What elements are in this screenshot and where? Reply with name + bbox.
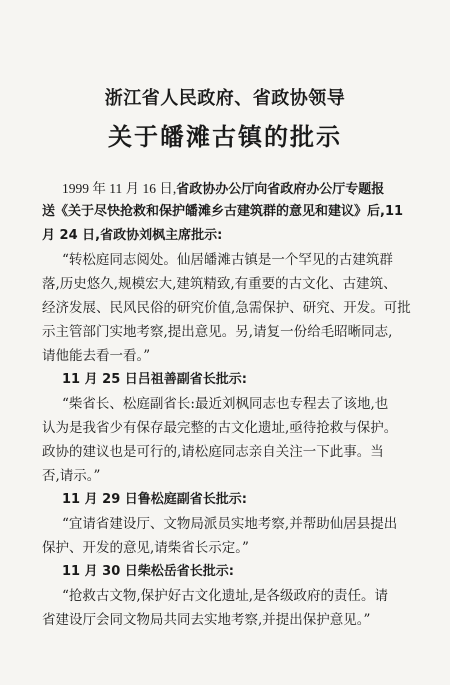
section-heading: 11 月 25 日吕祖善副省长批示: [62,372,247,387]
intro-line-2: 送《关于尽快抢救和保护皤滩乡古建筑群的意见和建议》后,11 [42,204,404,219]
intro-date: 1999 年 11 月 16 日, [62,181,177,196]
paragraph-line: 经济发展、民风民俗的研究价值,急需保护、研究、开发。可批 [42,300,411,316]
intro-line-1 [62,180,384,199]
section-heading: 11 月 30 日柴松岳省长批示: [62,564,234,579]
paragraph-line: 落,历史悠久,规模宏大,建筑精致,有重要的古文化、古建筑、 [42,276,397,292]
section-line: 省建设厅会同文物局共同去实地考察,并提出保护意见。” [42,612,371,628]
intro-line-3: 月 24 日,省政协刘枫主席批示: [42,228,223,243]
section-line: “柴省长、松庭副省长:最近刘枫同志也专程去了该地,也 [62,396,389,412]
section-line: 认为是我省少有保存最完整的古文化遗址,亟待抢救与保护。 [42,420,398,436]
paragraph-line: 请他能去看一看。” [42,348,151,364]
intro-sender: 省政协办公厅向省政府办公厅专题报 [176,182,385,197]
section-line: 保护、开发的意见,请柴省长示定。” [42,540,249,556]
section-line: 否,请示。” [42,468,101,484]
section-heading: 11 月 29 日鲁松庭副省长批示: [62,492,247,507]
paragraph-line: “转松庭同志阅处。仙居皤滩古镇是一个罕见的古建筑群 [62,252,393,268]
section-line: “宜请省建设厅、文物局派员实地考察,并帮助仙居县提出 [62,516,398,532]
section-line: “抢救古文物,保护好古文化遗址,是各级政府的责任。请 [62,588,388,604]
paragraph-line: 示主管部门实地考察,提出意见。另,请复一份给毛昭晰同志, [42,324,393,340]
document-title: 关于皤滩古镇的批示 [108,123,342,151]
document-subtitle: 浙江省人民政府、省政协领导 [104,88,346,109]
section-line: 政协的建议也是可行的,请松庭同志亲自关注一下此事。当 [42,444,384,460]
